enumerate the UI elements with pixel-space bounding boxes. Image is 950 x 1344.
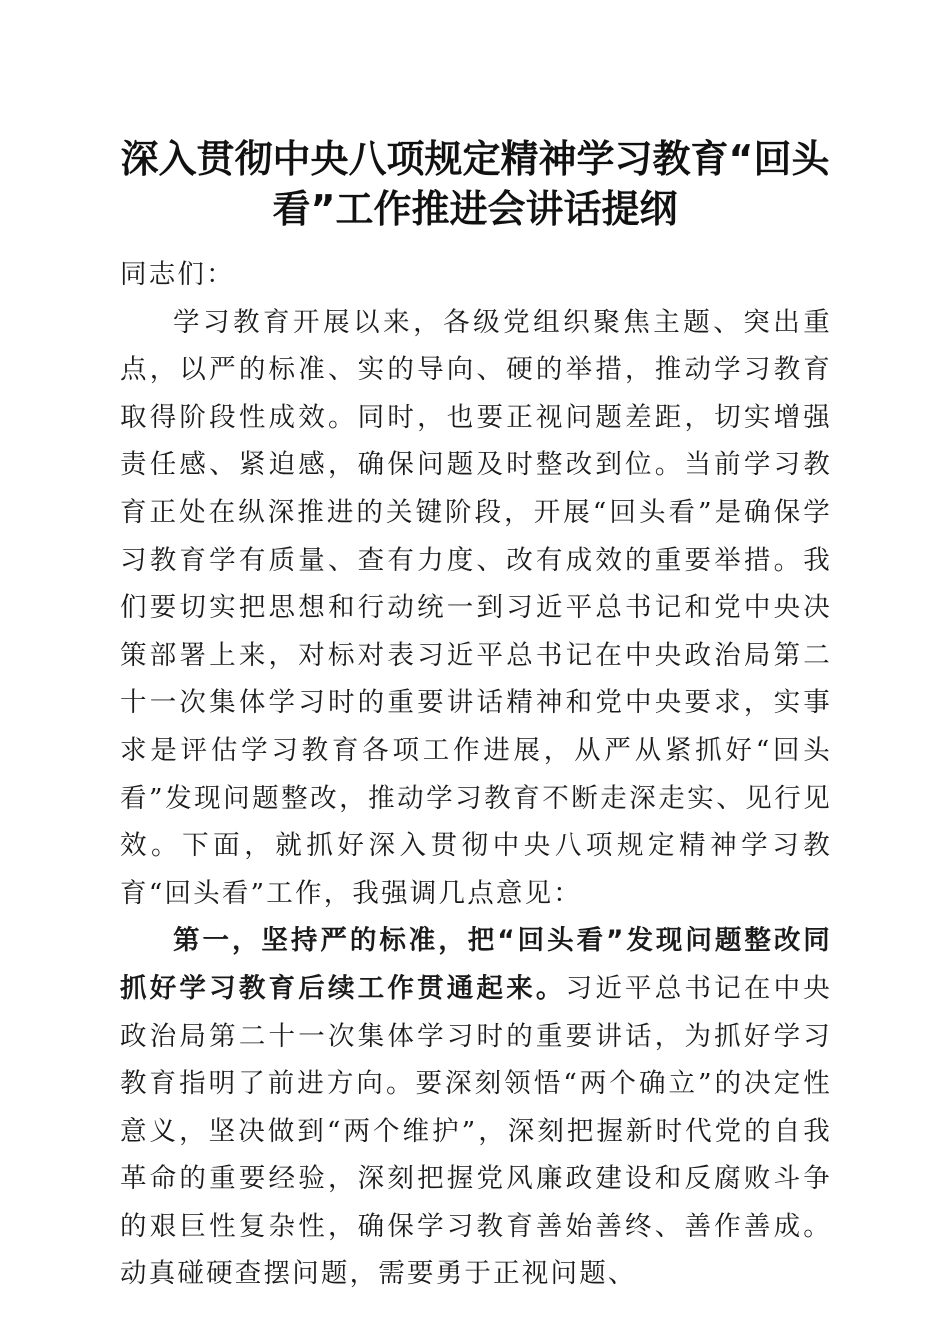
document-title: 深入贯彻中央八项规定精神学习教育“回头看”工作推进会讲话提纲: [120, 137, 830, 231]
paragraph-first-point-heading: 第一，坚持严的标准，把“回头看”发现问题整改同抓好学习教育后续工作贯通起来。: [120, 925, 832, 1004]
paragraph-first-point-body: 习近平总书记在中央政治局第二十一次集体学习时的重要讲话，为抓好学习教育指明了前进方向。要深刻领悟“两个确立”的决定性意义，坚决做到“两个维护”，深刻把握新时代党的自我革命的重要经验，深刻把握党风廉政建设和反腐败斗争的艰巨性复杂性，确保学习教育善始善终、善作善成。动真碰硬查摆问题，需要勇于正视问题、: [120, 972, 832, 1290]
salutation: 同志们：: [120, 259, 235, 290]
paragraph-first-point: [120, 917, 832, 1298]
paragraph-intro: 学习教育开展以来，各级党组织聚焦主题、突出重点，以严的标准、实的导向、硬的举措，推动学习教育取得阶段性成效。同时，也要正视问题差距，切实增强责任感、紧迫感，确保问题及时整改到位。当前学习教育正处在纵深推进的关键阶段，开展“回头看”是确保学习教育学有质量、查有力度、改有成效的重要举措。我们要切实把思想和行动统一到习近平总书记和党中央决策部署上来，对标对表习近平总书记在中央政治局第二十一次集体学习时的重要讲话精神和党中央要求，实事求是评估学习教育各项工作进展，从严从紧抓好“回头看”发现问题整改，推动学习教育不断走深走实、见行见效。下面，就抓好深入贯彻中央八项规定精神学习教育“回头看”工作，我强调几点意见：: [120, 306, 832, 909]
document-body: [120, 251, 832, 1298]
